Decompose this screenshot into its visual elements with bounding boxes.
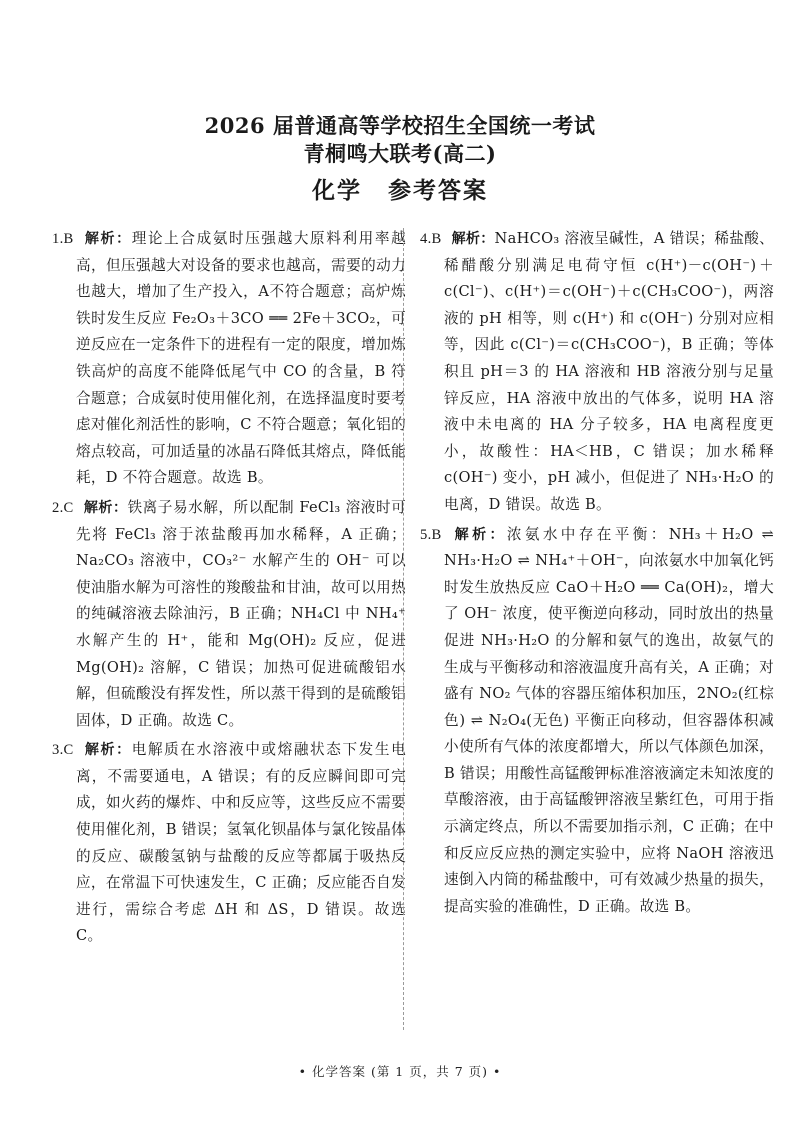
page-footer: • 化学答案 (第 1 页，共 7 页) •: [298, 1064, 502, 1079]
question-explanation: 浓氨水中存在平衡：NH₃＋H₂O ⇌ NH₃·H₂O ⇌ NH₄⁺＋OH⁻，向浓氨水中加氧化钙时发生放热反应 CaO＋H₂O ══ Ca(OH)₂，增大了 OH⁻ 浓度，使平衡逆向移动，同时放出的热量促进 NH₃·H₂O 的分解和氨气的逸出，故氨气的生成与平衡移动和溶液温度升高有关，A 正确；对盛有 NO₂ 气体的容器压缩体积加压，2NO₂(红棕色) ⇌ N₂O₄(无色) 平衡正向移动，但容器体积减小使所有气体的浓度都增大，所以气体颜色加深，B 错误；用酸性高锰酸钾标准溶液滴定未知浓度的草酸溶液，由于高锰酸钾溶液呈紫红色，可用于指示滴定终点，所以不需要加指示剂，C 正确；在中和反应反应热的测定实验中，应将 NaOH 溶液迅速倒入内筒的稀盐酸中，可有效减少热量的损失，提高实验的准确性，D 正确。故选 B。: [444, 525, 775, 915]
right-column: [420, 226, 774, 923]
column-divider: [403, 228, 404, 1030]
question-answer: B: [431, 231, 442, 247]
analysis-label: 解析：: [451, 526, 507, 543]
question-answer: C: [63, 499, 74, 516]
analysis-label: 解析：: [83, 499, 128, 516]
analysis-label: 解析：: [83, 231, 132, 247]
analysis-label: 解析：: [451, 231, 495, 247]
answer-key-label: 参考答案: [388, 178, 488, 204]
question-4: [420, 226, 774, 519]
subject-label: 化学: [312, 178, 362, 204]
question-explanation: 理论上合成氨时压强越大原料利用率越高，但压强越大对设备的要求也越高，需要的动力也越大，增加了生产投入，A不符合题意；高炉炼铁时发生反应 Fe₂O₃＋3CO ══ 2Fe＋3CO₂，可逆反应在一定条件下的进程有一定的限度，增加炼铁高炉的高度不能降低尾气中 CO 的含量，B 符合题意；合成氨时使用催化剂，在选择温度时要考虑对催化剂活性的影响，C 不符合题意；氧化铝的熔点较高，可加适量的冰晶石降低其熔点，降低能耗，D 不符合题意。故选 B。: [76, 230, 406, 487]
question-explanation: NaHCO₃ 溶液呈碱性，A 错误；稀盐酸、稀醋酸分别满足电荷守恒 c(H⁺)－c(OH⁻)＋c(Cl⁻)、c(H⁺)＝c(OH⁻)＋c(CH₃COO⁻)，两溶液的 pH 相等，则 c(H⁺) 和 c(OH⁻) 分别对应相等，因此 c(Cl⁻)＝c(CH₃COO⁻)，B 正确；等体积且 pH＝3 的 HA 溶液和 HB 溶液分别与足量锌反应，HA 溶液中放出的气体多，说明 HA 溶液中未电离的 HA 分子较多，HA 电离程度更小，故酸性：HA＜HB，C 错误；加水稀释 c(OH⁻) 变小，pH 减小，但促进了 NH₃·H₂O 的电离，D 错误。故选 B。: [444, 230, 774, 513]
question-3: [52, 737, 406, 950]
question-number: 3.: [52, 742, 64, 759]
analysis-label: 解析：: [83, 742, 132, 759]
question-number: 5.: [420, 526, 432, 543]
question-answer: B: [431, 526, 442, 543]
question-number: 4.: [420, 231, 432, 247]
question-1: [52, 226, 406, 492]
question-5: [420, 522, 774, 921]
left-column: [52, 226, 406, 953]
question-number: 2.: [52, 499, 64, 516]
question-number: 1.: [52, 231, 64, 247]
question-explanation: 铁离子易水解，所以配制 FeCl₃ 溶液时可先将 FeCl₃ 溶于浓盐酸再加水稀释，A 正确；Na₂CO₃ 溶液中，CO₃²⁻ 水解产生的 OH⁻ 可以使油脂水解为可溶性的羧酸盐和甘油，故可以用热的纯碱溶液去除油污，B 正确；NH₄Cl 中 NH₄⁺ 水解产生的 H⁺，能和 Mg(OH)₂ 反应，促进 Mg(OH)₂ 溶解，C 错误；加热可促进硫酸铝水解，但硫酸没有挥发性，所以蒸干得到的是硫酸铝固体，D 正确。故选 C。: [76, 498, 406, 729]
question-answer: B: [63, 231, 74, 247]
question-answer: C: [63, 742, 74, 759]
answer-title: [0, 174, 800, 208]
question-explanation: 电解质在水溶液中或熔融状态下发生电离，不需要通电，A 错误；有的反应瞬间即可完成，如火药的爆炸、中和反应等，这些反应不需要使用催化剂，B 错误；氢氧化钡晶体与氯化铵晶体的反应、碳酸氢钠与盐酸的反应等都属于吸热反应，在常温下可快速发生，C 正确；反应能否自发进行，需综合考虑 ΔH 和 ΔS，D 错误。故选 C。: [76, 741, 406, 945]
question-2: [52, 495, 406, 734]
page-header: [0, 112, 800, 208]
exam-subtitle: 青桐鸣大联考(高二): [303, 141, 497, 166]
exam-title: 2026 届普通高等学校招生全国统一考试: [204, 113, 596, 138]
